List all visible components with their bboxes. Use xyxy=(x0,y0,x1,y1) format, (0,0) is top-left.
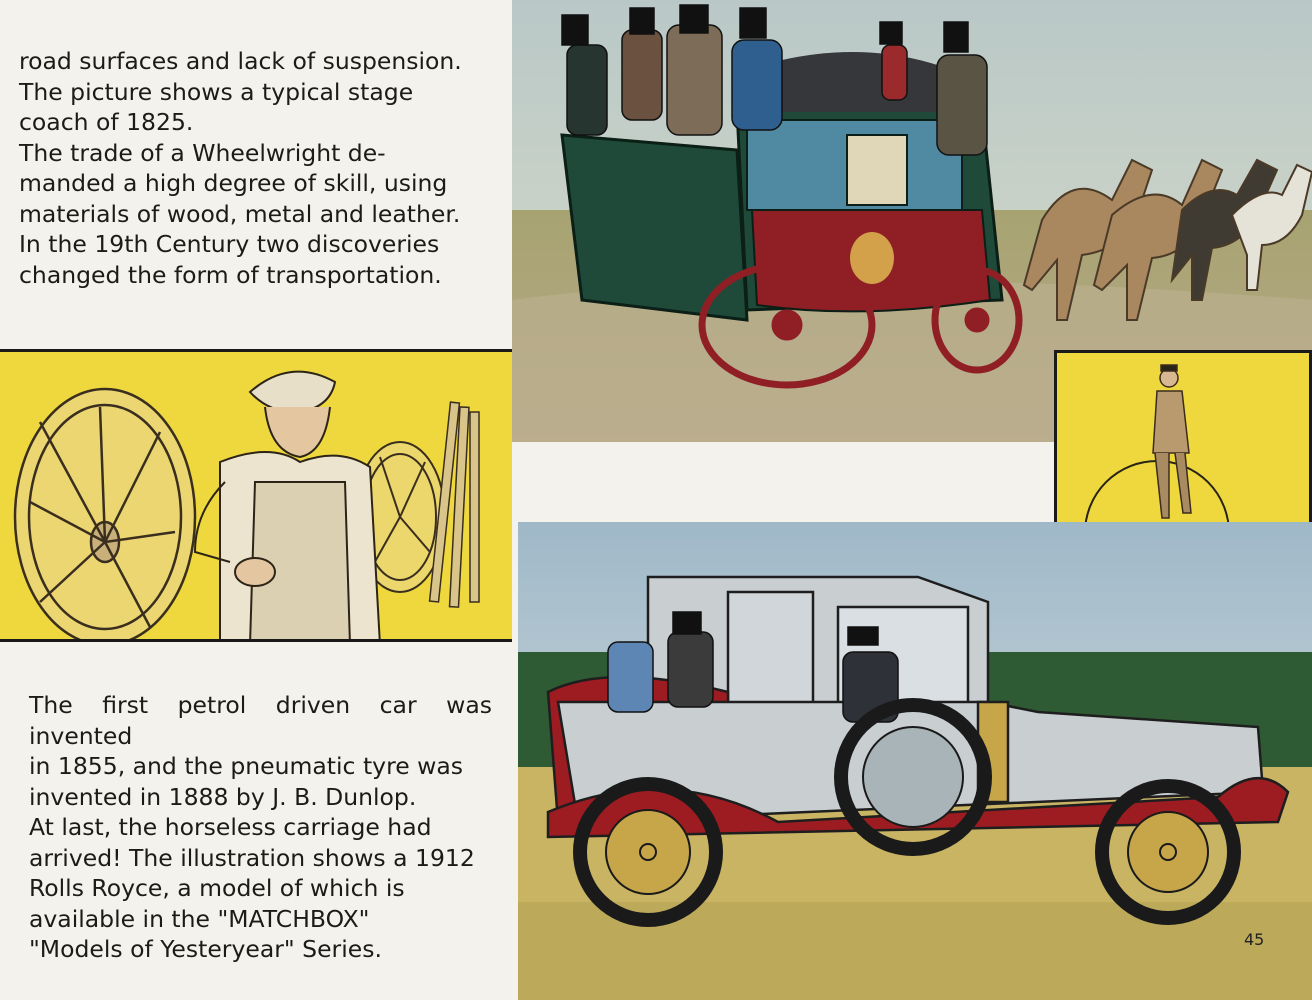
text-line: "Models of Yesteryear" Series. xyxy=(29,935,382,963)
text-line: in 1855, and the pneumatic tyre was xyxy=(29,752,464,780)
text-line: changed the form of transportation. xyxy=(19,260,442,289)
bottom-paragraph xyxy=(29,690,492,965)
text-line: invented in 1888 by J. B. Dunlop. xyxy=(29,782,417,811)
large-wheel-drawing xyxy=(15,389,195,642)
text-line: available in the "MATCHBOX" xyxy=(29,904,370,933)
wheelwright-figure xyxy=(195,372,380,642)
page-number: 45 xyxy=(1244,930,1265,949)
text-line: At last, the horseless carriage had xyxy=(29,813,432,841)
text-line: arrived! The illustration shows a 1912 xyxy=(29,843,475,872)
top-paragraph xyxy=(19,46,480,290)
text-line: The trade of a Wheelwright de- xyxy=(19,138,386,167)
text-line: The picture shows a typical stage xyxy=(19,77,414,106)
text-line: Rolls Royce, a model of which is xyxy=(29,874,405,902)
text-line: The first petrol driven car was invented xyxy=(29,691,492,750)
cyclist-figure xyxy=(1153,365,1191,518)
rolls-royce-illustration xyxy=(518,522,1312,1000)
text-line: materials of wood, metal and leather. xyxy=(19,199,461,228)
wheelwright-illustration xyxy=(0,349,512,642)
text-line: manded a high degree of skill, using xyxy=(19,169,448,197)
text-line: In the 19th Century two discoveries xyxy=(19,230,440,258)
text-line: road surfaces and lack of suspension. xyxy=(19,47,462,75)
text-line: coach of 1825. xyxy=(19,108,194,136)
